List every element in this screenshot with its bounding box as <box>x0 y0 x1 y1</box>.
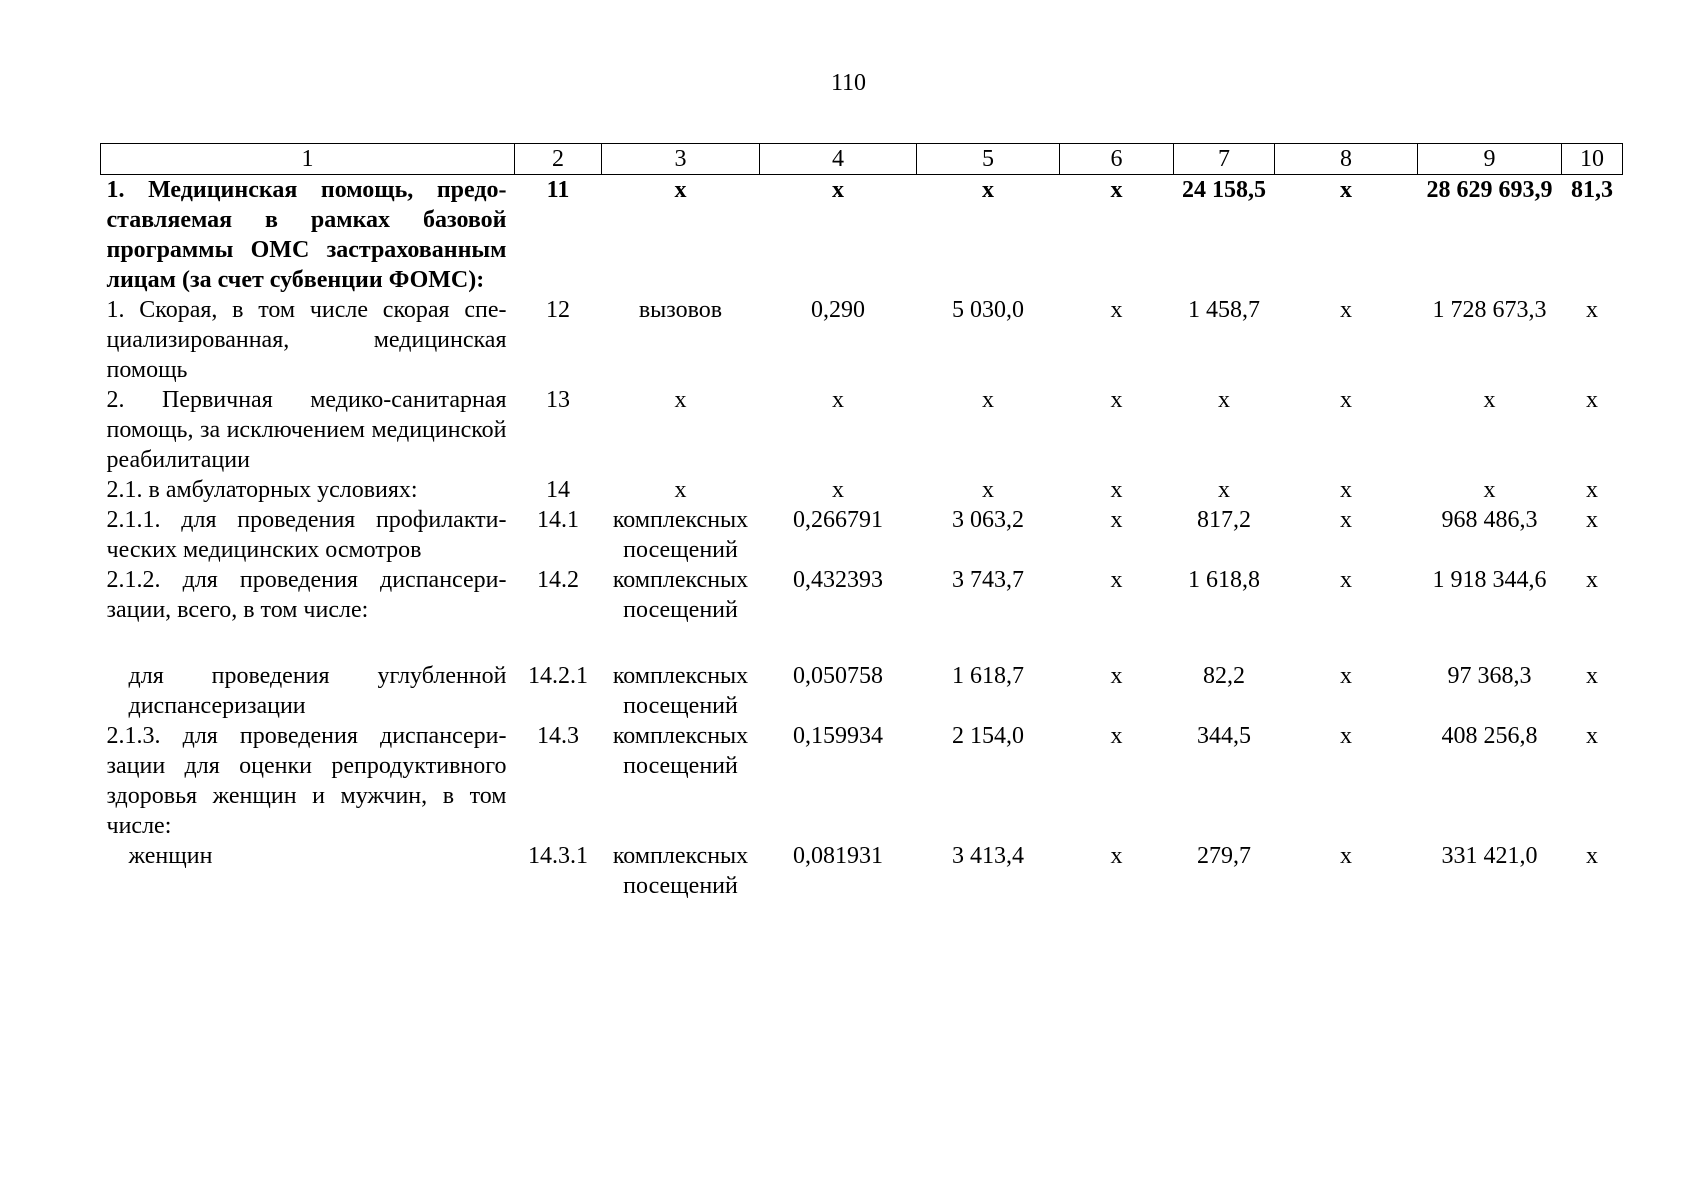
cell: х <box>832 177 844 203</box>
cell: 1 618,8 <box>1188 567 1260 593</box>
column-header: 10 <box>1562 144 1623 175</box>
cell: х <box>1110 507 1123 533</box>
cell: х <box>982 177 994 203</box>
table-row <box>101 565 1623 625</box>
unit-cell: комплексных посещений <box>612 507 749 563</box>
cell: х <box>1340 723 1352 749</box>
cell: х <box>1340 387 1352 413</box>
cell: х <box>1110 477 1123 503</box>
cell: х <box>1586 387 1598 413</box>
table-row <box>101 841 1623 901</box>
cell: 817,2 <box>1197 507 1251 533</box>
cell: х <box>1110 387 1123 413</box>
row-number: 14.2.1 <box>528 663 588 689</box>
row-number: 13 <box>546 387 570 413</box>
cell: х <box>1340 567 1352 593</box>
cell: 1 728 673,3 <box>1432 297 1547 323</box>
cell: 331 421,0 <box>1441 843 1538 869</box>
column-header: 7 <box>1174 144 1275 175</box>
cell: х <box>832 387 844 413</box>
unit-cell: х <box>674 177 687 203</box>
column-header: 9 <box>1418 144 1562 175</box>
page-number: 110 <box>830 70 867 96</box>
row-number: 14 <box>546 477 570 503</box>
cell: х <box>1218 387 1230 413</box>
cell: 3 063,2 <box>952 507 1024 533</box>
table-row <box>101 385 1623 475</box>
row-number: 14.3.1 <box>528 843 588 869</box>
table-row <box>101 661 1623 721</box>
cell: х <box>832 477 844 503</box>
cell: х <box>982 387 994 413</box>
table-header-row <box>101 144 1623 175</box>
row-number: 14.2 <box>537 567 579 593</box>
cell: х <box>1340 663 1352 689</box>
row-title: 1. Медицинская помощь, предоставляемая в рамках базовой программы ОМС застрахованным лицам (за счет субвенции ФОМС): <box>106 177 507 293</box>
cell: 1 458,7 <box>1188 297 1260 323</box>
unit-cell: х <box>674 477 687 503</box>
cell: х <box>1586 723 1598 749</box>
cell: х <box>1483 477 1496 503</box>
table-row <box>101 175 1623 296</box>
row-title: 2.1. в амбулаторных условиях: <box>106 477 418 503</box>
column-header: 5 <box>917 144 1060 175</box>
cell: 97 368,3 <box>1447 663 1532 689</box>
cell: 3 413,4 <box>952 843 1024 869</box>
row-title: 1. Скорая, в том числе скорая специализированная, медицинская помощь <box>106 297 507 383</box>
cell: 5 030,0 <box>952 297 1024 323</box>
cell: х <box>1340 297 1352 323</box>
cell: 0,050758 <box>793 663 883 689</box>
cell: х <box>1340 507 1352 533</box>
column-header: 4 <box>760 144 917 175</box>
cell: 408 256,8 <box>1441 723 1538 749</box>
cell: х <box>1218 477 1230 503</box>
table-row <box>101 721 1623 841</box>
row-title: женщин <box>128 843 213 869</box>
row-number: 14.3 <box>537 723 579 749</box>
cell: х <box>1586 567 1598 593</box>
cell: х <box>1483 387 1496 413</box>
row-number: 11 <box>546 177 570 203</box>
cell: х <box>1586 843 1598 869</box>
cell: х <box>1110 177 1123 203</box>
unit-cell: х <box>674 387 687 413</box>
unit-cell: вызовов <box>638 297 723 323</box>
cell: х <box>1110 297 1123 323</box>
column-header: 8 <box>1275 144 1418 175</box>
cell: х <box>1110 723 1123 749</box>
row-number: 12 <box>546 297 570 323</box>
cell: х <box>1110 843 1123 869</box>
unit-cell: комплексных посещений <box>612 843 749 899</box>
row-title: 2. Первичная медико-санитарная помощь, за исключением медицинской реабилитации <box>106 387 507 473</box>
column-header: 6 <box>1060 144 1174 175</box>
table-row <box>101 295 1623 385</box>
cell: 0,432393 <box>793 567 883 593</box>
row-title: для проведения углубленной диспансеризации <box>128 663 507 719</box>
cell: х <box>982 477 994 503</box>
unit-cell: комплексных посещений <box>612 663 749 719</box>
cell: х <box>1586 477 1598 503</box>
cell: х <box>1340 843 1352 869</box>
cell: 81,3 <box>1571 177 1613 203</box>
cell: 2 154,0 <box>952 723 1024 749</box>
cell: 344,5 <box>1197 723 1251 749</box>
cell: х <box>1586 507 1598 533</box>
cell: 3 743,7 <box>952 567 1024 593</box>
spacer-row <box>101 625 1623 661</box>
spacer-cell <box>101 625 1623 661</box>
cell: 1 618,7 <box>952 663 1024 689</box>
row-number: 14.1 <box>537 507 579 533</box>
cell: 82,2 <box>1203 663 1245 689</box>
cell: х <box>1586 663 1598 689</box>
cell: 279,7 <box>1197 843 1251 869</box>
cell: х <box>1340 477 1352 503</box>
column-header: 3 <box>602 144 760 175</box>
row-title: 2.1.2. для проведения диспансеризации, всего, в том числе: <box>106 567 507 623</box>
cell: х <box>1110 663 1123 689</box>
cell: 968 486,3 <box>1441 507 1538 533</box>
cell: 0,159934 <box>793 723 883 749</box>
row-title: 2.1.3. для проведения диспансеризации для оценки репродуктивного здоровья женщин и мужчин, в том числе: <box>106 723 507 839</box>
cell: х <box>1586 297 1598 323</box>
column-header: 2 <box>515 144 602 175</box>
unit-cell: комплексных посещений <box>612 567 749 623</box>
cell: 0,081931 <box>793 843 883 869</box>
cell: 0,290 <box>811 297 865 323</box>
cell: 1 918 344,6 <box>1432 567 1547 593</box>
table-row <box>101 505 1623 565</box>
data-table <box>100 143 1623 901</box>
cell: 0,266791 <box>793 507 883 533</box>
cell: 28 629 693,9 <box>1426 177 1553 203</box>
column-header: 1 <box>101 144 515 175</box>
unit-cell: комплексных посещений <box>612 723 749 779</box>
cell: х <box>1340 177 1352 203</box>
row-title: 2.1.1. для проведения профилактических медицинских осмотров <box>106 507 507 563</box>
cell: х <box>1110 567 1123 593</box>
table-row <box>101 475 1623 505</box>
cell: 24 158,5 <box>1182 177 1266 203</box>
